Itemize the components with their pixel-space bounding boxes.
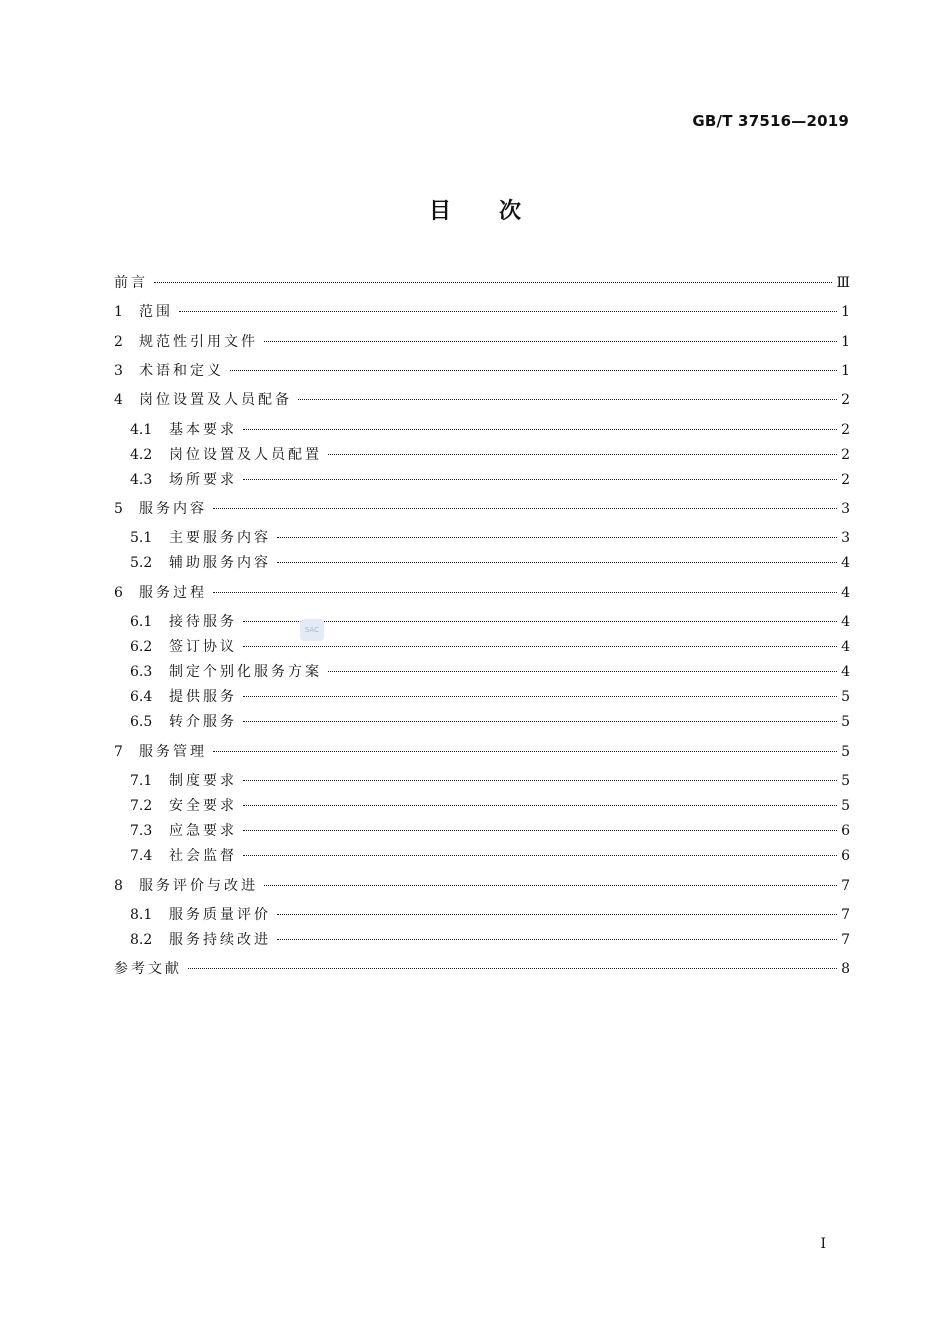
toc-entry-label: 应急要求 bbox=[169, 823, 237, 840]
toc-entry[interactable] bbox=[130, 417, 850, 443]
toc-dot-leader bbox=[154, 282, 832, 283]
toc-entry[interactable] bbox=[130, 609, 850, 635]
toc-entry-label: 服务内容 bbox=[139, 501, 207, 517]
toc-entry-page: 7 bbox=[841, 877, 850, 894]
toc-entry-page: 4 bbox=[841, 639, 850, 656]
toc-entry[interactable] bbox=[130, 818, 850, 844]
toc-entry[interactable] bbox=[130, 550, 850, 576]
toc-dot-leader bbox=[264, 341, 837, 342]
toc-entry[interactable] bbox=[130, 843, 850, 869]
toc-dot-leader bbox=[298, 399, 837, 400]
toc-entry-label: 转介服务 bbox=[169, 714, 237, 731]
toc-entry[interactable] bbox=[114, 329, 850, 355]
toc-entry-number: 5.1 bbox=[130, 530, 153, 547]
toc-entry-label: 基本要求 bbox=[169, 421, 237, 438]
toc-dot-leader bbox=[243, 855, 837, 856]
toc-entry[interactable] bbox=[114, 299, 850, 325]
toc-entry-number: 7 bbox=[114, 743, 123, 760]
toc-entry-number: 7.4 bbox=[130, 848, 153, 865]
toc-dot-leader bbox=[328, 671, 837, 672]
toc-entry-label: 主要服务内容 bbox=[169, 530, 271, 547]
toc-entry-page: 4 bbox=[841, 555, 850, 572]
toc-dot-leader bbox=[243, 830, 837, 831]
toc-entry-page: 5 bbox=[841, 798, 850, 815]
toc-entry-number: 6.3 bbox=[130, 664, 153, 681]
toc-entry-label: 签订协议 bbox=[169, 639, 237, 656]
toc-entry[interactable] bbox=[130, 442, 850, 468]
toc-dot-leader bbox=[179, 311, 837, 312]
toc-entry-page: 2 bbox=[841, 392, 850, 409]
toc-entry-number: 7.2 bbox=[130, 798, 153, 815]
toc-entry-number: 8 bbox=[114, 877, 123, 894]
toc-entry-label: 提供服务 bbox=[169, 689, 237, 706]
toc-entry-label: 参考文献 bbox=[114, 961, 182, 978]
toc-dot-leader bbox=[188, 968, 837, 969]
toc-entry-page: 5 bbox=[841, 743, 850, 760]
toc-entry-number: 1 bbox=[114, 304, 123, 321]
page-number: I bbox=[820, 1236, 826, 1252]
toc-entry-page: 4 bbox=[841, 584, 850, 601]
toc-entry-number: 4.1 bbox=[130, 421, 153, 438]
toc-entry[interactable] bbox=[114, 873, 850, 899]
toc-entry-page: 5 bbox=[841, 773, 850, 789]
toc-dot-leader bbox=[243, 696, 837, 697]
toc-dot-leader bbox=[243, 780, 837, 781]
toc-dot-leader bbox=[243, 721, 837, 722]
toc-entry-label: 范围 bbox=[139, 304, 173, 321]
toc-dot-leader bbox=[243, 429, 837, 430]
toc-dot-leader bbox=[328, 454, 837, 455]
toc-entry-page: 2 bbox=[841, 471, 850, 488]
toc-entry-page: 3 bbox=[841, 501, 850, 517]
toc-entry-label: 制度要求 bbox=[169, 773, 237, 789]
toc-dot-leader bbox=[243, 621, 837, 622]
toc-entry-label: 服务持续改进 bbox=[169, 932, 271, 948]
toc-dot-leader bbox=[243, 646, 837, 647]
watermark-logo-icon: SAC bbox=[300, 619, 324, 641]
toc-entry-page: 2 bbox=[841, 446, 850, 463]
toc-entry-number: 7.3 bbox=[130, 823, 153, 840]
toc-entry[interactable] bbox=[114, 739, 850, 765]
page-title-char-1: 目 bbox=[428, 199, 451, 224]
toc-entry-number: 2 bbox=[114, 333, 123, 350]
toc-entry-label: 辅助服务内容 bbox=[169, 555, 271, 572]
toc-entry-label: 岗位设置及人员配备 bbox=[139, 392, 292, 409]
toc-entry-label: 接待服务 bbox=[169, 614, 237, 630]
toc-entry[interactable] bbox=[114, 387, 850, 413]
toc-entry-label: 安全要求 bbox=[169, 798, 237, 815]
toc-entry-number: 3 bbox=[114, 362, 123, 379]
toc-entry-page: 5 bbox=[841, 689, 850, 706]
toc-entry-number: 6.5 bbox=[130, 714, 153, 731]
toc-entry[interactable] bbox=[114, 496, 850, 522]
toc-entry-label: 服务管理 bbox=[139, 743, 207, 760]
toc-dot-leader bbox=[243, 805, 837, 806]
toc-entry-number: 4.3 bbox=[130, 471, 153, 488]
toc-entry-number: 6.4 bbox=[130, 689, 153, 706]
toc-dot-leader bbox=[213, 508, 837, 509]
toc-entry-page: 8 bbox=[841, 961, 850, 978]
toc-entry-page: 4 bbox=[841, 664, 850, 681]
toc-entry[interactable] bbox=[130, 793, 850, 819]
toc-entry[interactable] bbox=[130, 634, 850, 660]
toc-entry-page: 1 bbox=[841, 333, 850, 350]
toc-entry[interactable] bbox=[130, 927, 850, 953]
toc-entry-label: 术语和定义 bbox=[139, 362, 224, 379]
page-title-char-2: 次 bbox=[499, 199, 522, 224]
toc-entry-page: 2 bbox=[841, 421, 850, 438]
toc-entry-number: 4 bbox=[114, 392, 123, 409]
toc-entry-page: 5 bbox=[841, 714, 850, 731]
toc-entry-label: 制定个别化服务方案 bbox=[169, 664, 322, 681]
toc-entry-number: 6.1 bbox=[130, 614, 153, 630]
toc-entry[interactable] bbox=[114, 580, 850, 606]
toc-entry-page: 1 bbox=[841, 362, 850, 379]
toc-entry-label: 服务评价与改进 bbox=[139, 877, 258, 894]
toc-dot-leader bbox=[213, 751, 837, 752]
toc-entry-label: 社会监督 bbox=[169, 848, 237, 865]
toc-entry-label: 规范性引用文件 bbox=[139, 333, 258, 350]
toc-entry-label: 服务质量评价 bbox=[169, 906, 271, 923]
toc-entry-label: 服务过程 bbox=[139, 584, 207, 601]
toc-entry[interactable] bbox=[114, 358, 850, 384]
toc-entry-page: 6 bbox=[841, 848, 850, 865]
toc-entry-page: 7 bbox=[841, 932, 850, 948]
toc-entry-page: 7 bbox=[841, 906, 850, 923]
toc-entry-label: 岗位设置及人员配置 bbox=[169, 446, 322, 463]
toc-entry-number: 5.2 bbox=[130, 555, 153, 572]
toc-entry-number: 6.2 bbox=[130, 639, 153, 656]
toc-entry-page: 3 bbox=[841, 530, 850, 547]
toc-dot-leader bbox=[243, 479, 837, 480]
toc-dot-leader bbox=[277, 939, 837, 940]
toc-dot-leader bbox=[264, 885, 837, 886]
page-title bbox=[0, 194, 950, 225]
toc-dot-leader bbox=[277, 914, 837, 915]
toc-entry-label: 场所要求 bbox=[169, 471, 237, 488]
toc-entry-number: 8.2 bbox=[130, 932, 153, 948]
toc-entry[interactable] bbox=[114, 956, 850, 982]
toc-entry[interactable] bbox=[130, 768, 850, 794]
toc-entry-page: Ⅲ bbox=[836, 275, 850, 291]
toc-entry-page: 6 bbox=[841, 823, 850, 840]
toc-entry-number: 7.1 bbox=[130, 773, 153, 789]
toc-entry[interactable] bbox=[130, 659, 850, 685]
toc-entry-number: 5 bbox=[114, 501, 123, 517]
toc-entry-page: 4 bbox=[841, 614, 850, 630]
toc-entry-number: 6 bbox=[114, 584, 123, 601]
toc-entry[interactable] bbox=[130, 684, 850, 710]
toc-entry-number: 4.2 bbox=[130, 446, 153, 463]
standard-code: GB/T 37516—2019 bbox=[692, 112, 849, 130]
toc-entry-page: 1 bbox=[841, 304, 850, 321]
toc-entry[interactable] bbox=[130, 709, 850, 735]
toc-entry[interactable] bbox=[130, 525, 850, 551]
toc-dot-leader bbox=[277, 562, 837, 563]
toc-entry[interactable] bbox=[130, 902, 850, 928]
toc-entry-number: 8.1 bbox=[130, 906, 153, 923]
toc-entry-label: 前言 bbox=[114, 275, 148, 291]
toc-entry[interactable] bbox=[114, 270, 850, 296]
toc-dot-leader bbox=[277, 537, 837, 538]
toc-dot-leader bbox=[230, 370, 837, 371]
toc-dot-leader bbox=[213, 592, 837, 593]
toc-entry[interactable] bbox=[130, 467, 850, 493]
